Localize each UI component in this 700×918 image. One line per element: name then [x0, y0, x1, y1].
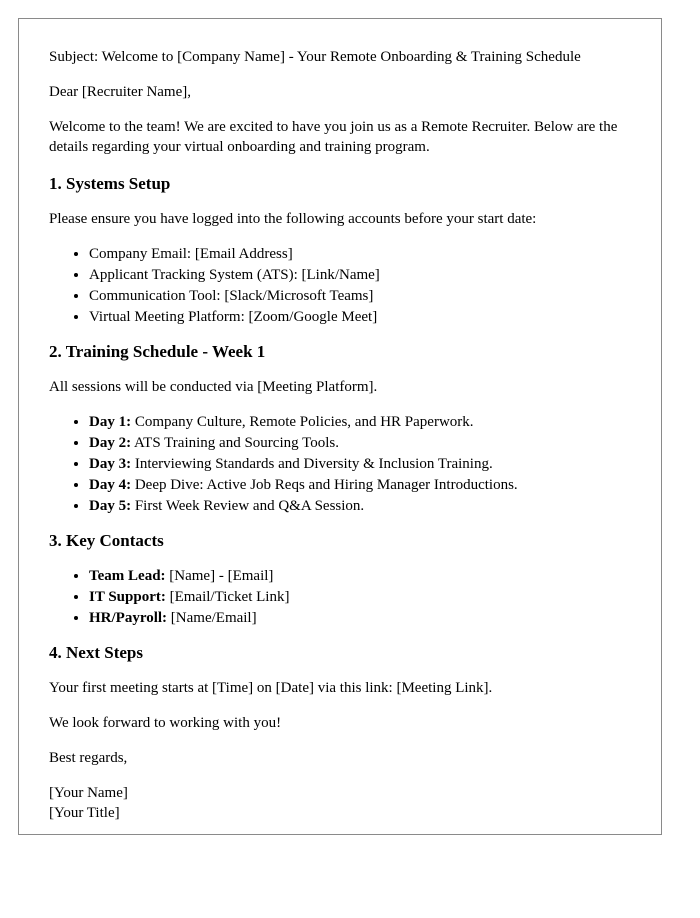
item-text: Interviewing Standards and Diversity & Inclusion Training.: [134, 455, 493, 472]
section-heading-systems-setup: 1. Systems Setup: [49, 173, 171, 193]
training-schedule-lead: All sessions will be conducted via [Meeting Platform].: [49, 378, 378, 395]
list-item: [89, 588, 631, 606]
training-schedule-list: [49, 413, 631, 515]
item-label: Team Lead:: [89, 567, 166, 584]
item-text: [Name/Email]: [170, 609, 257, 626]
section-heading-next-steps: 4. Next Steps: [49, 642, 143, 662]
item-label: Day 5:: [89, 497, 132, 514]
key-contacts-list: [49, 567, 631, 627]
section-heading-key-contacts: 3. Key Contacts: [49, 530, 164, 550]
closing-line: We look forward to working with you!: [49, 714, 282, 731]
email-body: [49, 48, 631, 821]
item-label: Day 2:: [89, 434, 132, 451]
list-item: [89, 609, 631, 627]
item-label: Day 4:: [89, 476, 132, 493]
item-text: Company Culture, Remote Policies, and HR Paperwork.: [134, 413, 474, 430]
list-item: [89, 476, 631, 494]
sign-off: Best regards,: [49, 749, 128, 766]
intro-paragraph: Welcome to the team! We are excited to have you join us as a Remote Recruiter. Below are the details regarding your virtual onboarding and training program.: [49, 118, 618, 155]
signature-block: [49, 784, 631, 824]
email-document-page: [18, 18, 662, 835]
item-text: [Email/Ticket Link]: [169, 588, 290, 605]
item-label: HR/Payroll:: [89, 609, 168, 626]
systems-setup-lead: Please ensure you have logged into the following accounts before your start date:: [49, 210, 537, 227]
next-steps-paragraph: Your first meeting starts at [Time] on [Date] via this link: [Meeting Link].: [49, 680, 493, 696]
item-label: IT Support:: [89, 588, 166, 605]
item-label: Day 3:: [89, 455, 132, 472]
signature-name: [Your Name]: [49, 784, 128, 801]
item-text: [Name] - [Email]: [169, 567, 274, 584]
list-item: • Applicant Tracking System (ATS): [Link/Name]: [89, 266, 631, 284]
list-item: [89, 413, 631, 431]
list-item: • Virtual Meeting Platform: [Zoom/Google Meet]: [89, 308, 631, 326]
list-item: [89, 567, 631, 585]
systems-setup-list: [49, 245, 631, 326]
list-item: [89, 497, 631, 515]
item-text: ATS Training and Sourcing Tools.: [134, 434, 339, 451]
greeting: Dear [Recruiter Name],: [49, 83, 192, 100]
signature-title: [Your Title]: [49, 804, 120, 821]
item-label: Day 1:: [89, 413, 132, 430]
item-text: First Week Review and Q&A Session.: [134, 497, 365, 514]
list-item: [89, 434, 631, 452]
list-item: • Company Email: [Email Address]: [89, 245, 631, 263]
subject-line: Subject: Welcome to [Company Name] - Your Remote Onboarding & Training Schedule: [49, 49, 581, 65]
section-heading-training-schedule: 2. Training Schedule - Week 1: [49, 341, 266, 361]
item-text: Deep Dive: Active Job Reqs and Hiring Manager Introductions.: [134, 476, 518, 493]
list-item: [89, 455, 631, 473]
list-item: • Communication Tool: [Slack/Microsoft Teams]: [89, 287, 631, 305]
